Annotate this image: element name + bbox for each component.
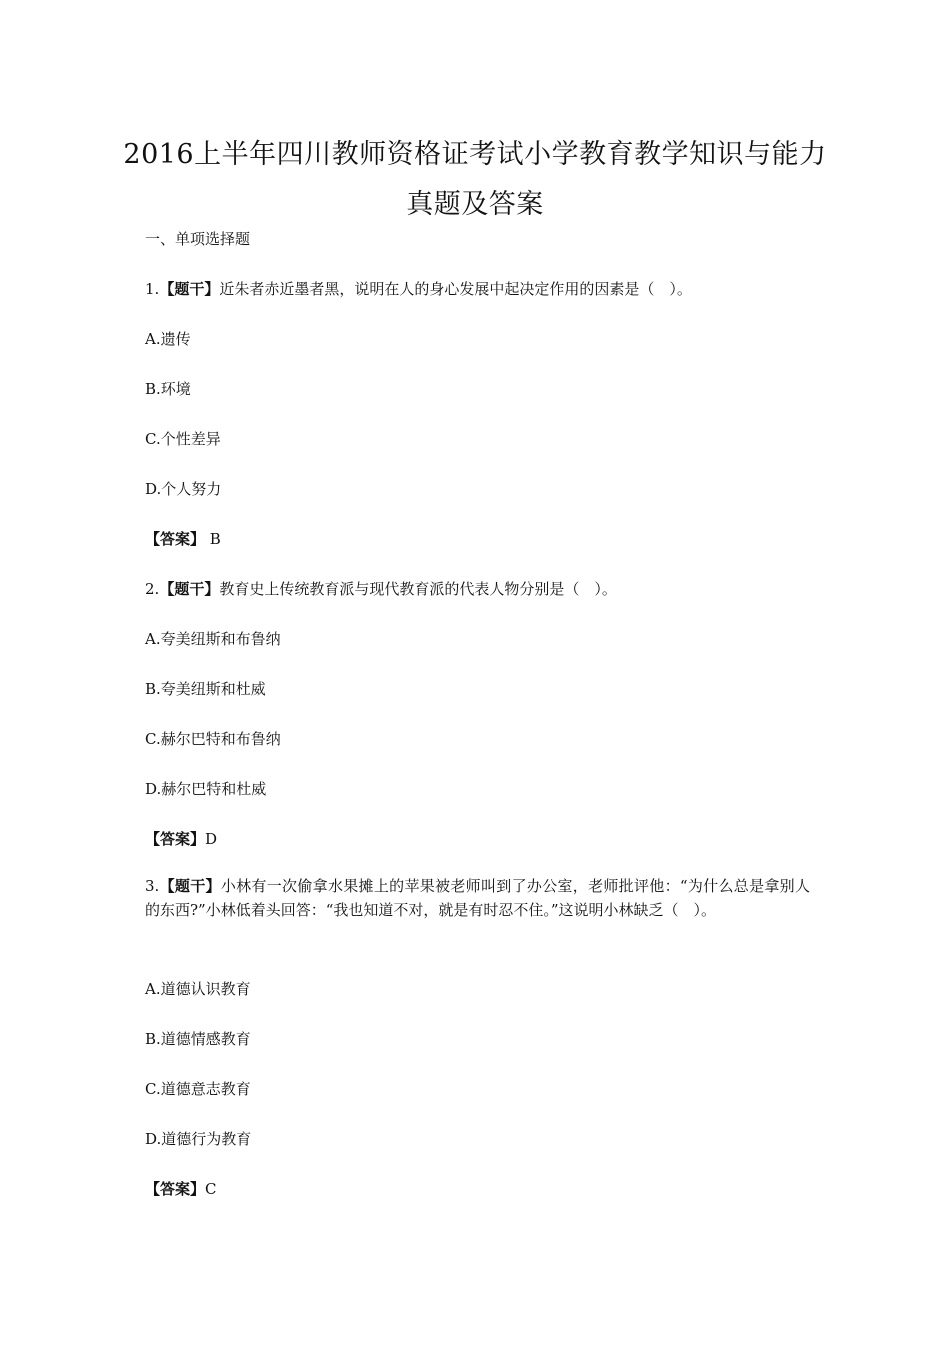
question-1-stem: 近朱者赤近墨者黑，说明在人的身心发展中起决定作用的因素是（ ）。 (219, 280, 692, 298)
question-2-option-d: D.赫尔巴特和杜威 (145, 780, 267, 798)
question-2-option-c: C.赫尔巴特和布鲁纳 (145, 730, 281, 748)
question-3-number: 3. (145, 877, 160, 895)
question-2-option-a: A.夸美纽斯和布鲁纳 (145, 630, 281, 648)
question-3-answer-value: C (205, 1180, 217, 1198)
question-1-answer (145, 528, 221, 549)
question-3-option-a: A.道德认识教育 (145, 980, 251, 998)
question-2-number: 2. (145, 580, 160, 598)
document-title-line-1: 2016上半年四川教师资格证考试小学教育教学知识与能力 (123, 139, 827, 170)
document-title-line-2: 真题及答案 (406, 189, 544, 220)
question-1-tag: 【题干】 (159, 280, 220, 298)
question-1-option-b: B.环境 (145, 380, 191, 398)
question-1-option-a: A.遗传 (145, 330, 191, 348)
question-2-stem-line (145, 578, 617, 599)
question-2-stem: 教育史上传统教育派与现代教育派的代表人物分别是（ ）。 (219, 580, 617, 598)
question-3-option-b: B.道德情感教育 (145, 1030, 251, 1048)
question-2-tag: 【题干】 (159, 580, 220, 598)
question-1-answer-value: B (205, 530, 221, 548)
question-1-stem-line (145, 278, 692, 299)
question-2-answer-label: 【答案】 (145, 830, 206, 848)
question-3-stem-paragraph (145, 874, 810, 922)
question-3-stem: 小林有一次偷拿水果摊上的苹果被老师叫到了办公室，老师批评他：“为什么总是拿别人的东西?”小林低着头回答：“我也知道不对，就是有时忍不住。”这说明小林缺乏（ ）。 (145, 877, 810, 919)
question-1-option-c: C.个性差异 (145, 430, 221, 448)
question-2-option-b: B.夸美纽斯和杜威 (145, 680, 266, 698)
question-1-answer-label: 【答案】 (145, 530, 206, 548)
question-2-answer (145, 828, 217, 849)
question-3-option-c: C.道德意志教育 (145, 1080, 251, 1098)
question-1-number: 1. (145, 280, 160, 298)
section-heading: 一、单项选择题 (145, 230, 251, 248)
question-3-answer-label: 【答案】 (145, 1180, 206, 1198)
question-3-answer (145, 1178, 217, 1199)
question-3-tag: 【题干】 (159, 877, 221, 895)
question-1-option-d: D.个人努力 (145, 480, 222, 498)
question-3-option-d: D.道德行为教育 (145, 1130, 252, 1148)
question-2-answer-value: D (205, 830, 218, 848)
